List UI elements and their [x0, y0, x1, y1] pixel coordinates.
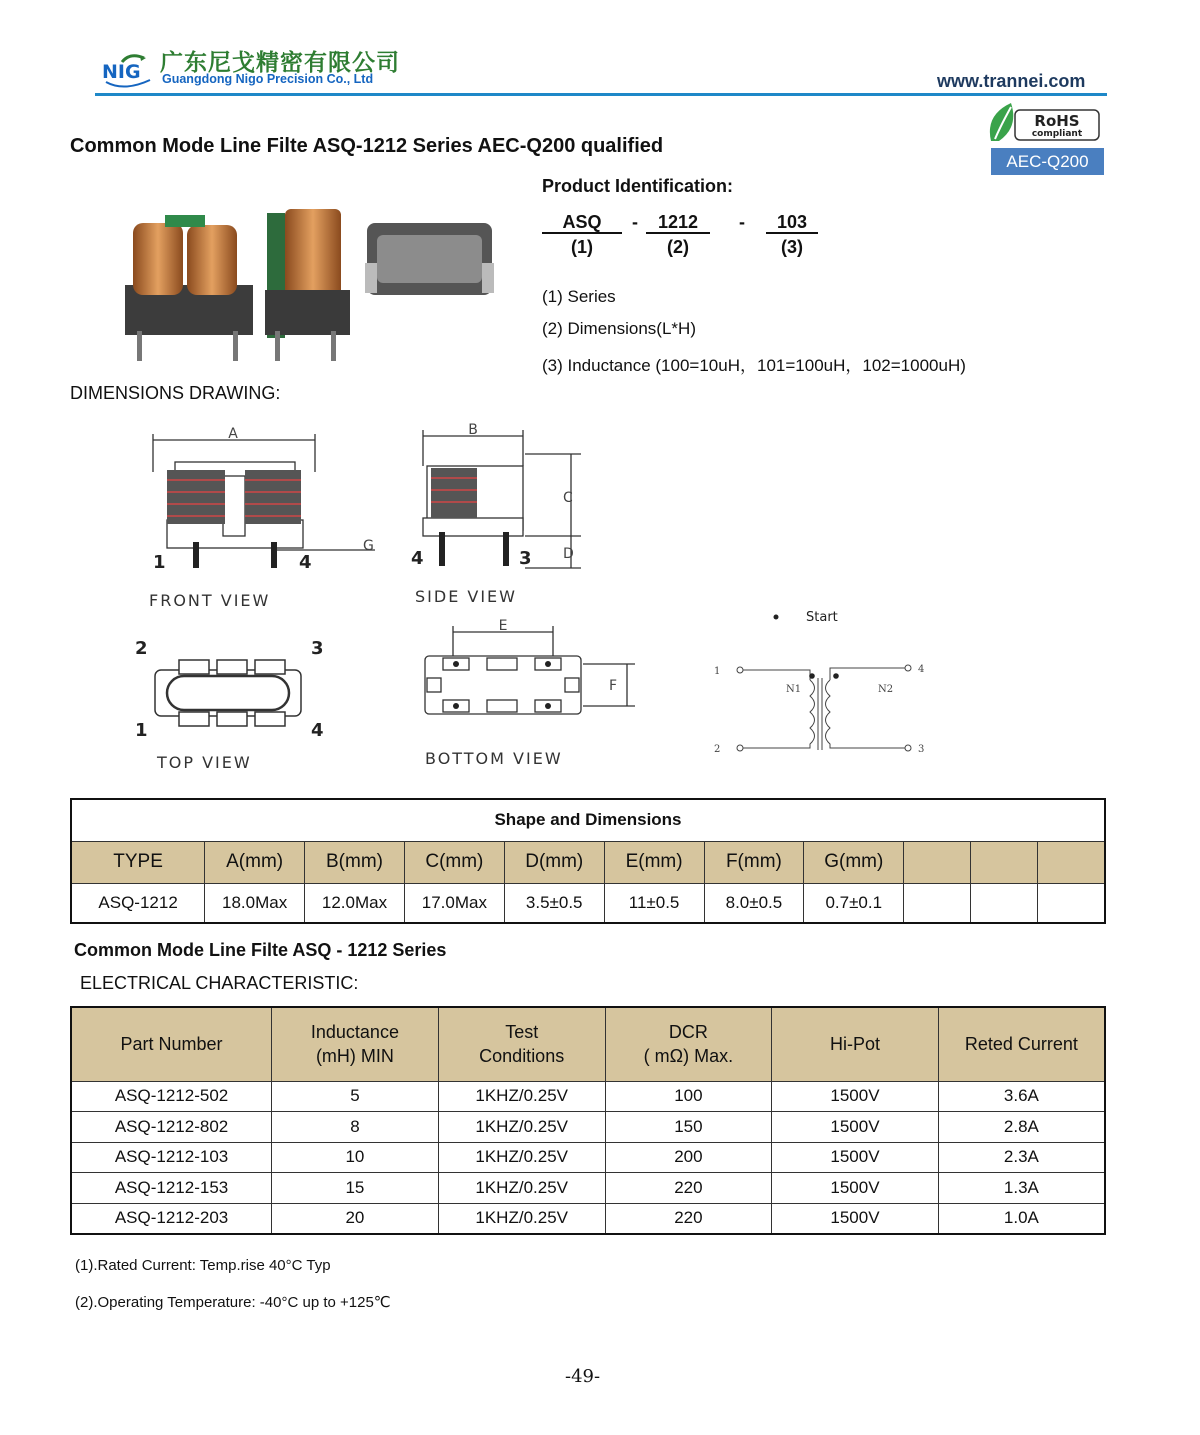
dimensions-heading: DIMENSIONS DRAWING: [70, 383, 281, 403]
inductance-cell: 5 [272, 1081, 439, 1112]
inductance-cell: 10 [272, 1142, 439, 1173]
schem-pin-2: 2 [714, 744, 721, 755]
test-conditions-cell: 1KHZ/0.25V [438, 1112, 605, 1143]
table-row [71, 1081, 1105, 1112]
page-number: -49- [565, 1366, 601, 1387]
rated-current-cell: 2.8A [938, 1112, 1105, 1143]
shape-header-cell: F(mm) [704, 841, 804, 883]
header-hi-pot: Hi-Pot [772, 1007, 939, 1081]
logo-abbr: NIG [102, 61, 141, 83]
top-pin-2: 2 [135, 638, 148, 659]
side-pin-3: 3 [519, 548, 532, 569]
shape-cell [904, 883, 971, 923]
header-divider [95, 93, 1107, 96]
shape-table-header [71, 841, 1105, 883]
code-inductance-index: (3) [781, 237, 803, 257]
shape-cell: 12.0Max [305, 883, 405, 923]
inductance-cell: 15 [272, 1173, 439, 1204]
rohs-label: RoHS [1034, 112, 1080, 130]
dim-letter-b: B [468, 422, 478, 438]
shape-cell [970, 883, 1037, 923]
shape-header-cell: A(mm) [205, 841, 305, 883]
test-conditions-cell: 1KHZ/0.25V [438, 1203, 605, 1234]
shape-header-cell: TYPE [71, 841, 205, 883]
dim-letter-g: G [363, 538, 374, 554]
header-test-conditions: Test Conditions [438, 1007, 605, 1081]
rated-current-cell: 1.0A [938, 1203, 1105, 1234]
code-inductance: 103 [776, 212, 808, 232]
schem-pin-1: 1 [714, 666, 721, 677]
code-dimension: 1212 [657, 212, 699, 232]
elec-table-header [71, 1007, 1105, 1081]
winding-n2: N2 [878, 684, 894, 695]
pid-item-dimensions: (2) Dimensions(L*H) [542, 319, 696, 338]
header-part-number: Part Number [71, 1007, 272, 1081]
inductance-cell: 20 [272, 1203, 439, 1234]
shape-cell: 18.0Max [205, 883, 305, 923]
shape-header-cell: C(mm) [404, 841, 504, 883]
dim-letter-c: C [563, 490, 573, 506]
inductance-cell: 8 [272, 1112, 439, 1143]
dim-letter-d: D [563, 546, 574, 562]
test-conditions-cell: 1KHZ/0.25V [438, 1142, 605, 1173]
shape-cell: 0.7±0.1 [804, 883, 904, 923]
top-view-label: TOP VIEW [157, 753, 252, 772]
table-row [71, 1142, 1105, 1173]
shape-header-cell: E(mm) [604, 841, 704, 883]
hi-pot-cell: 1500V [772, 1173, 939, 1204]
shape-dimensions-table [70, 798, 1106, 924]
code-dash: - [632, 212, 638, 232]
header-dcr: DCR ( mΩ) Max. [605, 1007, 772, 1081]
code-underline [766, 232, 818, 234]
code-series-index: (1) [571, 237, 593, 257]
code-underline [542, 232, 622, 234]
hi-pot-cell: 1500V [772, 1081, 939, 1112]
company-name-en: Guangdong Nigo Precision Co., Ltd [162, 72, 374, 86]
product-photo [115, 195, 500, 365]
rohs-sublabel: compliant [1031, 129, 1083, 139]
winding-n1: N1 [786, 684, 802, 695]
dcr-cell: 150 [605, 1112, 772, 1143]
table-row [71, 1112, 1105, 1143]
schem-pin-4: 4 [918, 664, 925, 675]
code-series: ASQ [562, 212, 602, 232]
table-row [71, 1173, 1105, 1204]
part-number-cell: ASQ-1212-802 [71, 1112, 272, 1143]
code-dash: - [739, 212, 745, 232]
dcr-cell: 200 [605, 1142, 772, 1173]
part-number-cell: ASQ-1212-153 [71, 1173, 272, 1204]
shape-header-cell [970, 841, 1037, 883]
side-view-label: SIDE VIEW [415, 587, 517, 606]
dim-letter-e: E [498, 618, 508, 634]
test-conditions-cell: 1KHZ/0.25V [438, 1173, 605, 1204]
rated-current-cell: 1.3A [938, 1173, 1105, 1204]
hi-pot-cell: 1500V [772, 1142, 939, 1173]
side-pin-4: 4 [411, 548, 424, 569]
shape-cell: 17.0Max [404, 883, 504, 923]
pid-item-series: (1) Series [542, 287, 616, 306]
dimension-drawings [115, 420, 635, 780]
rohs-badge [985, 101, 1101, 145]
note-rated-current: (1).Rated Current: Temp.rise 40°C Typ [75, 1257, 331, 1274]
front-pin-1: 1 [153, 552, 166, 573]
aec-q200-badge: AEC-Q200 [991, 148, 1104, 175]
start-dot-icon [774, 615, 779, 620]
shape-cell: 3.5±0.5 [504, 883, 604, 923]
dcr-cell: 220 [605, 1203, 772, 1234]
shape-header-cell [1037, 841, 1105, 883]
bottom-view-label: BOTTOM VIEW [425, 749, 563, 768]
front-view-label: FRONT VIEW [149, 591, 271, 610]
shape-cell: ASQ-1212 [71, 883, 205, 923]
shape-header-cell: G(mm) [804, 841, 904, 883]
shape-cell: 8.0±0.5 [704, 883, 804, 923]
company-name-cn: 广东尼戈精密有限公司 [160, 49, 400, 76]
dim-letter-f: F [609, 678, 618, 694]
test-conditions-cell: 1KHZ/0.25V [438, 1081, 605, 1112]
shape-cell [1037, 883, 1105, 923]
code-dimension-index: (2) [667, 237, 689, 257]
header-inductance: Inductance (mH) MIN [272, 1007, 439, 1081]
header-rated-current: Reted Current [938, 1007, 1105, 1081]
product-id-heading: Product Identification: [542, 176, 733, 196]
schem-pin-3: 3 [918, 744, 925, 755]
dcr-cell: 220 [605, 1173, 772, 1204]
company-logo-icon [100, 52, 160, 88]
shape-cell: 11±0.5 [604, 883, 704, 923]
part-number-cell: ASQ-1212-103 [71, 1142, 272, 1173]
shape-table-caption: Shape and Dimensions [71, 799, 1105, 841]
shape-header-cell: D(mm) [504, 841, 604, 883]
website-url[interactable]: www.trannei.com [937, 71, 1086, 91]
winding-schematic [700, 600, 940, 770]
pid-item-inductance: (3) Inductance (100=10uH，101=100uH，102=1000uH) [542, 356, 966, 375]
series-heading: Common Mode Line Filte ASQ - 1212 Series [74, 940, 447, 960]
hi-pot-cell: 1500V [772, 1112, 939, 1143]
start-label: Start [806, 610, 838, 625]
front-pin-4: 4 [299, 552, 312, 573]
electrical-heading: ELECTRICAL CHARACTERISTIC: [80, 973, 359, 993]
hi-pot-cell: 1500V [772, 1203, 939, 1234]
table-row [71, 1203, 1105, 1234]
code-underline [646, 232, 710, 234]
bottom-view-drawing [425, 626, 635, 714]
electrical-characteristics-table [70, 1006, 1106, 1235]
shape-header-cell [904, 841, 971, 883]
part-number-cell: ASQ-1212-203 [71, 1203, 272, 1234]
part-number-cell: ASQ-1212-502 [71, 1081, 272, 1112]
shape-header-cell: B(mm) [305, 841, 405, 883]
rated-current-cell: 2.3A [938, 1142, 1105, 1173]
top-pin-3: 3 [311, 638, 324, 659]
top-pin-1: 1 [135, 720, 148, 741]
table-row [71, 883, 1105, 923]
note-operating-temperature: (2).Operating Temperature: -40°C up to +125℃ [75, 1294, 391, 1311]
top-view-drawing [155, 660, 301, 726]
rated-current-cell: 3.6A [938, 1081, 1105, 1112]
dim-letter-a: A [228, 426, 238, 442]
dcr-cell: 100 [605, 1081, 772, 1112]
page-title: Common Mode Line Filte ASQ-1212 Series AEC-Q200 qualified [70, 135, 664, 157]
top-pin-4: 4 [311, 720, 324, 741]
